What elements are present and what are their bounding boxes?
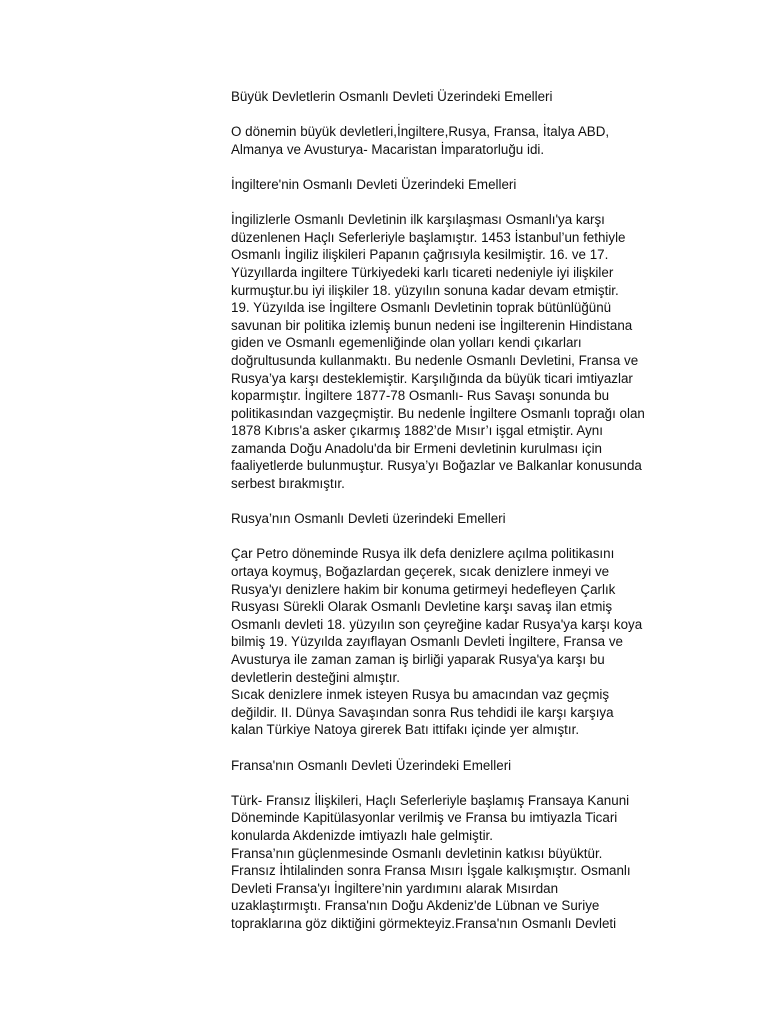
section-paragraph-russia: Çar Petro döneminde Rusya ilk defa denizlere açılma politikasını ortaya koymuş, Boğazlardan geçerek, sıcak denizlere inmeyi ve Rusya'yı denizlere hakim bir konuma getirmeyi hedefleyen Çarlık Rusyası Sürekli Olarak Osmanlı Devletine karşı savaş ilan etmiş Osmanlı devleti 18. yüzyılın son çeyreğine kadar Rusya'ya karşı koya bilmiş 19. Yüzyılda zayıflayan Osmanlı Devleti İngiltere, Fransa ve Avusturya ile zaman zaman iş birliği yaparak Rusya'ya karşı bu devletlerin desteğini almıştır. Sıcak denizlere inmek isteyen Rusya bu amacından vaz geçmiş değildir. II. Dünya Savaşından sonra Rus tehdidi ile karşı karşıya kalan Türkiye Natoya girerek Batı ittifakı içinde yer almıştır.	[231, 546, 643, 738]
section-heading-france: Fransa'nın Osmanlı Devleti Üzerindeki Emelleri	[231, 757, 512, 773]
section-paragraph-england: İngilizlerle Osmanlı Devletinin ilk karşılaşması Osmanlı'ya karşı düzenlenen Haçlı Seferleriyle başlamıştır. 1453 İstanbul’un fethiyle Osmanlı İngiliz ilişkileri Papanın çağrısıyla kesilmiştir. 16. ve 17. Yüzyıllarda ingiltere Türkiyedeki karlı ticareti nedeniyle iyi ilişkiler kurmuştur.bu iyi ilişkiler 18. yüzyılın sonuna kadar devam etmiştir. 19. Yüzyılda ise İngiltere Osmanlı Devletinin toprak bütünlüğünü savunan bir politika izlemiş bunun nedeni ise İngilterenin Hindistana giden ve Osmanlı egemenliğinde olan yolları kendi çıkarları doğrultusunda kullanmaktı. Bu nedenle Osmanlı Devletini, Fransa ve Rusya’ya karşı desteklemiştir. Karşılığında da büyük ticari imtiyazlar koparmıştır. İngiltere 1877-78 Osmanlı- Rus Savaşı sonunda bu politikasından vazgeçmiştir. Bu nedenle İngiltere Osmanlı toprağı olan 1878 Kıbrıs'a asker çıkarmış 1882’de Mısır’ı işgal etmiştir. Aynı zamanda Doğu Anadolu'da bir Ermeni devletinin kurulması için faaliyetlerde bulunmuştur. Rusya’yı Boğazlar ve Balkanlar konusunda serbest bırakmıştır.	[231, 212, 645, 492]
document-body	[231, 88, 701, 933]
section-paragraph-france: Türk- Fransız İlişkileri, Haçlı Seferleriyle başlamış Fransaya Kanuni Döneminde Kapitülasyonlar verilmiş ve Fransa bu imtiyazla Ticari konularda Akdenizde imtiyazlı hale gelmiştir. Fransa’nın güçlenmesinde Osmanlı devletinin katkısı büyüktür. Fransız İhtilalinden sonra Fransa Mısırı İşgale kalkışmıştır. Osmanlı Devleti Fransa'yı İngiltere’nin yardımını alarak Mısırdan uzaklaştırmıştı. Fransa'nın Doğu Akdeniz'de Lübnan ve Suriye topraklarına göz diktiğini görmekteyiz.Fransa'nın Osmanlı Devleti	[231, 792, 631, 931]
section-heading-england: İngiltere'nin Osmanlı Devleti Üzerindeki Emelleri	[231, 176, 517, 192]
section-heading-russia: Rusya’nın Osmanlı Devleti üzerindeki Emelleri	[231, 511, 506, 527]
document-title: Büyük Devletlerin Osmanlı Devleti Üzerindeki Emelleri	[231, 89, 553, 104]
intro-paragraph: O dönemin büyük devletleri,İngiltere,Rusya, Fransa, İtalya ABD, Almanya ve Avusturya- Macaristan İmparatorluğu idi.	[231, 124, 610, 157]
